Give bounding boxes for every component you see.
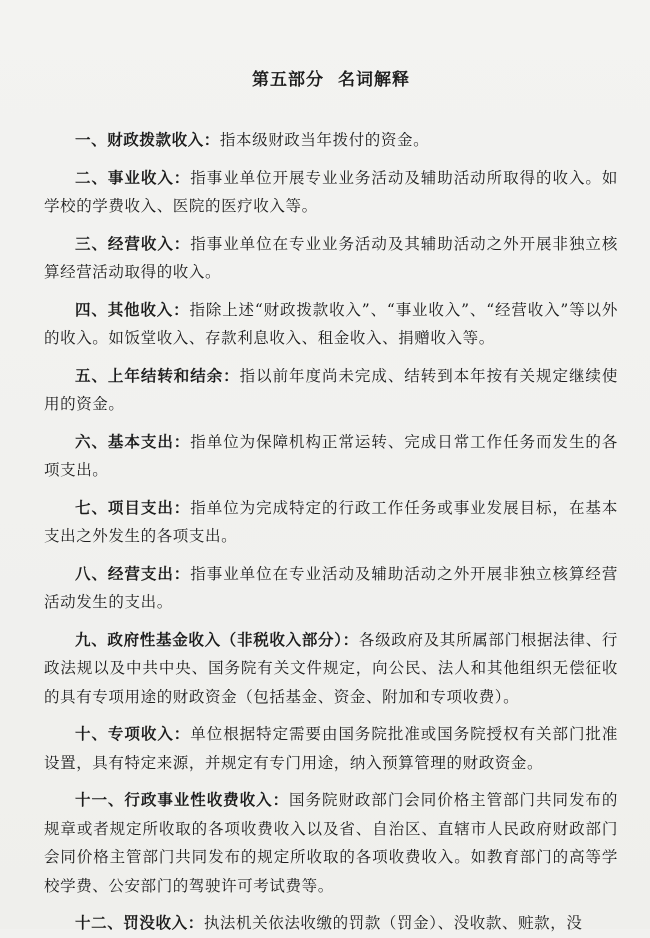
glossary-entry-2 (44, 164, 618, 221)
entry-term: 十二、罚没收入： (75, 913, 204, 932)
glossary-entry-11 (44, 786, 618, 900)
entry-term: 七、项目支出： (75, 497, 191, 517)
entry-term: 八、经营支出： (75, 563, 191, 583)
glossary-list (44, 126, 618, 938)
entry-text: 指以前年度尚未完成、结转到本年按有关规定继续使用的资金。 (44, 366, 618, 413)
entry-term: 三、经营收入： (75, 233, 191, 253)
glossary-entry-6 (44, 428, 618, 485)
entry-term: 十、专项收入： (75, 724, 191, 743)
entry-text: 指单位为完成特定的行政工作任务或事业发展目标，在基本支出之外发生的各项支出。 (44, 498, 618, 545)
entry-term: 六、基本支出： (75, 431, 191, 451)
entry-text: 指本级财政当年拨付的资金。 (219, 131, 430, 149)
title-part: 第五部分 (252, 70, 324, 90)
glossary-entry-9 (44, 626, 618, 712)
entry-term: 四、其他收入： (75, 299, 190, 319)
entry-text: 指事业单位开展专业业务活动及辅助活动所取得的收入。如学校的学费收入、医院的医疗收入等。 (44, 168, 618, 215)
glossary-entry-4 (44, 296, 618, 353)
entry-text: 指事业单位在专业活动及辅助活动之外开展非独立核算经营活动发生的支出。 (44, 564, 618, 611)
title-name: 名词解释 (338, 70, 410, 90)
entry-text: 国务院财政部门会同价格主管部门共同发布的规章或者规定所收取的各项收费收入以及省、自治区、直辖市人民政府财政部门会同价格主管部门共同发布的规定所收取的各项收费收入。如教育部门的高等学校学费、公安部门的驾驶许可考试费等。 (44, 791, 618, 895)
glossary-entry-12 (44, 909, 618, 938)
entry-text: 执法机关依法收缴的罚款（罚金）、没收款、赃款，没 (203, 914, 583, 932)
page-title (44, 68, 618, 92)
glossary-entry-7 (44, 494, 618, 551)
glossary-entry-5 (44, 362, 618, 419)
entry-term: 一、财政拨款收入： (75, 130, 220, 149)
entry-text: 指事业单位在专业业务活动及其辅助活动之外开展非独立核算经营活动取得的收入。 (44, 234, 618, 281)
glossary-entry-3 (44, 230, 618, 287)
entry-text: 指单位为保障机构正常运转、完成日常工作任务而发生的各项支出。 (44, 432, 618, 479)
entry-term: 十一、行政事业性收费收入： (75, 790, 290, 809)
glossary-entry-8 (44, 560, 618, 617)
entry-text: 单位根据特定需要由国务院批准或国务院授权有关部门批准设置，具有特定来源，并规定有专门用途，纳入预算管理的财政资金。 (44, 725, 618, 772)
glossary-entry-10 (44, 720, 618, 777)
entry-term: 九、政府性基金收入（非税收入部分）： (75, 629, 359, 649)
entry-term: 二、事业收入： (75, 167, 191, 187)
glossary-entry-1 (44, 126, 618, 155)
entry-text: 各级政府及其所属部门根据法律、行政法规以及中共中央、国务院有关文件规定，向公民、法人和其他组织无偿征收的具有专项用途的财政资金（包括基金、资金、附加和专项收费）。 (44, 630, 618, 706)
entry-term: 五、上年结转和结余： (75, 365, 240, 385)
entry-text: 指除上述“财政拨款收入”、“事业收入”、“经营收入”等以外的收入。如饭堂收入、存款利息收入、租金收入、捐赠收入等。 (44, 300, 619, 347)
